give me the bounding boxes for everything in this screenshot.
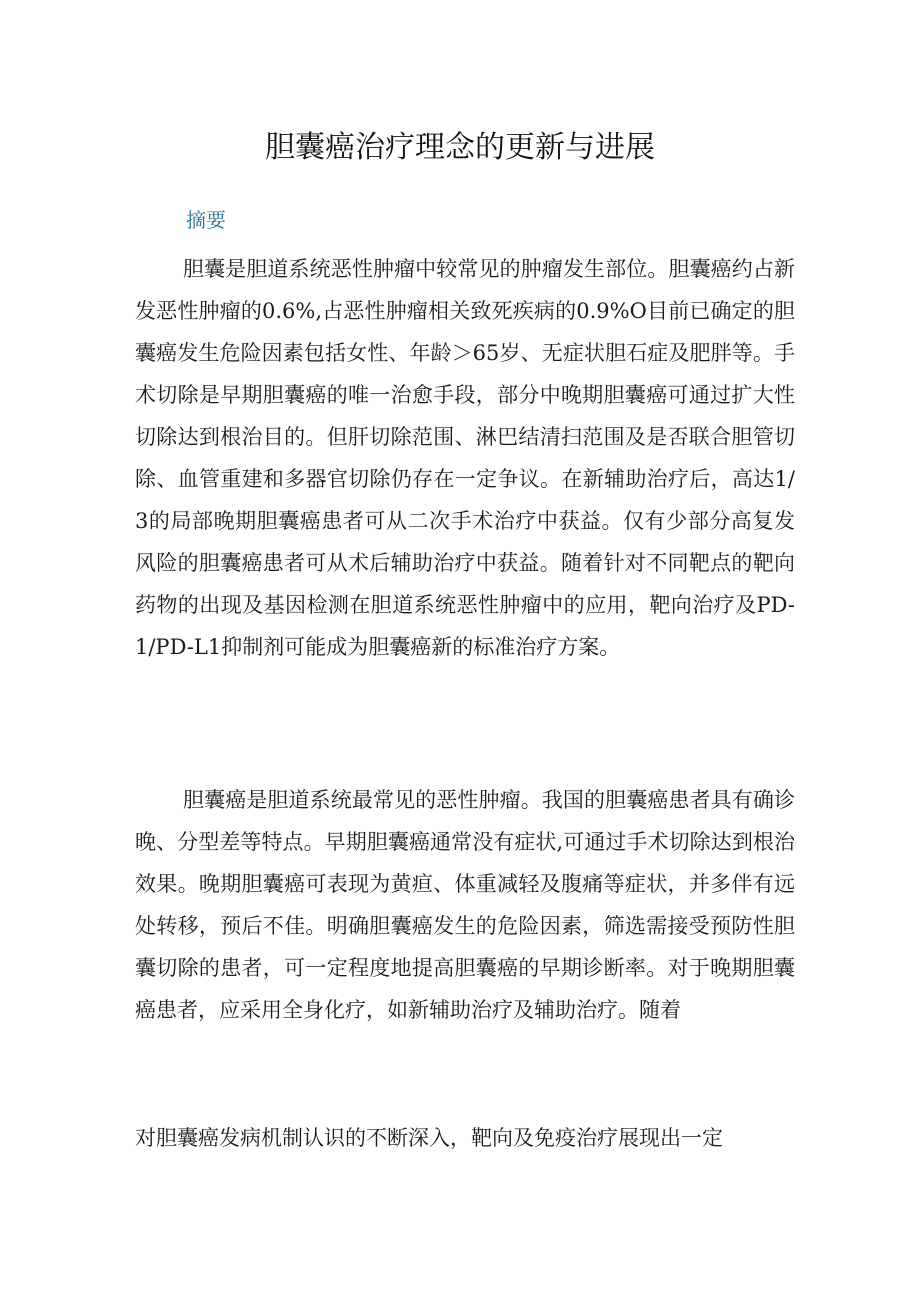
abstract-heading: 摘要: [186, 208, 226, 232]
body-paragraph-continued: 对胆囊癌发病机制认识的不断深入，靶向及免疫治疗展现出一定: [135, 1126, 723, 1150]
document-title: 胆囊癌治疗理念的更新与进展: [265, 130, 655, 165]
abstract-paragraph: 胆囊是胆道系统恶性肿瘤中较常见的肿瘤发生部位。胆囊癌约占新发恶性肿瘤的0.6%,占恶性肿瘤相关致死疾病的0.9%O目前已确定的胆囊癌发生危险因素包括女性、年龄＞65岁、无症状胆石症及肥胖等。手术切除是早期胆囊癌的唯一治愈手段，部分中晚期胆囊癌可通过扩大性切除达到根治目的。但肝切除范围、淋巴结清扫范围及是否联合胆管切除、血管重建和多器官切除仍存在一定争议。在新辅助治疗后，高达1/3的局部晚期胆囊癌患者可从二次手术治疗中获益。仅有少部分高复发风险的胆囊癌患者可从术后辅助治疗中获益。随着针对不同靶点的靶向药物的出现及基因检测在胆道系统恶性肿瘤中的应用，靶向治疗及PD-1/PD-L1抑制剂可能成为胆囊癌新的标准治疗方案。: [135, 257, 795, 659]
body-paragraph: 胆囊癌是胆道系统最常见的恶性肿瘤。我国的胆囊癌患者具有确诊晚、分型差等特点。早期胆囊癌通常没有症状,可通过手术切除达到根治效果。晚期胆囊癌可表现为黄疸、体重减轻及腹痛等症状，并多伴有远处转移，预后不佳。明确胆囊癌发生的危险因素，筛选需接受预防性胆囊切除的患者，可一定程度地提高胆囊癌的早期诊断率。对于晚期胆囊癌患者，应采用全身化疗，如新辅助治疗及辅助治疗。随着: [135, 788, 795, 1022]
